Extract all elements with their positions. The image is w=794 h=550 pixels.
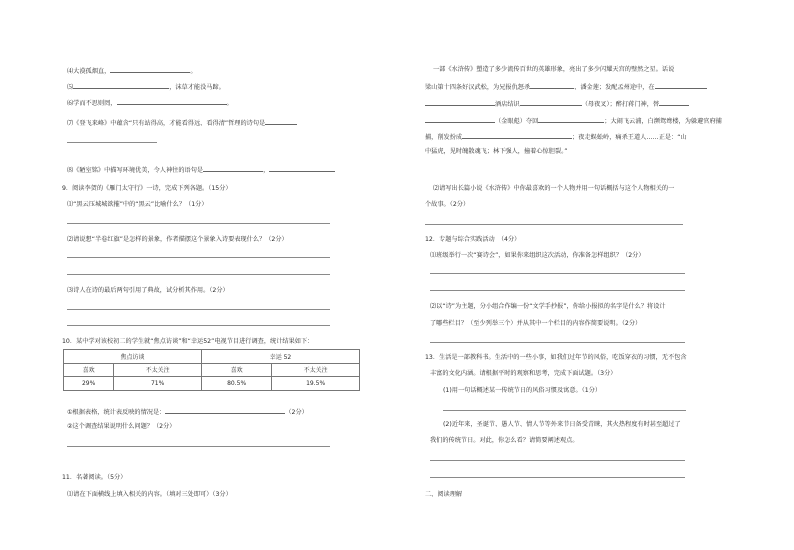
answer-blank[interactable] (110, 66, 190, 73)
answer-blank[interactable] (117, 98, 227, 105)
answer-line[interactable] (67, 325, 330, 326)
answer-blank[interactable] (265, 118, 297, 125)
answer-line[interactable] (430, 477, 685, 478)
question-9-3: ⑶诗人在诗的最后两句引用了典故，试分析其作用。（2分） (67, 287, 229, 294)
question-5: ⑸ ，沫草才能没马蹄。 (67, 84, 225, 91)
question-12-title: 12．专题与综合实践活动 （4分） (425, 236, 521, 243)
passage-line-1: 一部《水浒传》塑造了多少流传百世的英雄形象，亮出了多少闪耀天宫的璧然之星。话说 (433, 66, 675, 73)
answer-line[interactable] (67, 142, 157, 143)
survey-table (63, 349, 360, 391)
answer-blank[interactable] (530, 82, 574, 89)
table-group-header: 焦点访谈 (64, 350, 202, 364)
answer-blank[interactable] (165, 407, 285, 414)
question-13-b: 丰富的文化内涵。请根据平时的观察和思考，完成下面试题。（3分） (430, 370, 617, 377)
question-13-2-b: 我们的传统节日。对此，你怎么看？请简要阐述观点。 (430, 437, 579, 444)
table-cell: 71% (114, 377, 202, 391)
passage-line-6: 中猛虎，见时魄散魂飞；林下强人，撞着心惊胆裂。” (425, 148, 568, 155)
question-6: ⑹学而不思则罔， 。 (67, 100, 233, 107)
question-4: ⑷大漠孤烟直， 。 (67, 68, 197, 75)
question-8: ⑻《陋室铭》中描写环境优美，令人神往的语句是 ， (67, 165, 335, 175)
answer-blank[interactable] (203, 165, 263, 172)
answer-line[interactable] (425, 224, 683, 225)
question-9-1: ⑴“黑云压城城欲摧”中的“黑云”比喻什么？（1分） (67, 201, 208, 208)
table-cell: 19.5% (272, 377, 360, 391)
table-cell: 80.5% (201, 377, 271, 391)
answer-line[interactable] (67, 257, 330, 258)
answer-blank[interactable] (655, 82, 707, 89)
question-7: ⑺《登飞来峰》中蕴含“只有站得高，才能看得远、看得清”哲理的诗句是 (67, 118, 297, 128)
question-11-1: ⑴请在下面横线上填入相关的内容。（填对三处即可）（3分） (67, 491, 232, 498)
answer-line[interactable] (430, 342, 685, 343)
question-12-1: ⑴班级举行一次“赛诗会”，如果你来组织这次活动，你准备怎样组织？（2分） (430, 252, 645, 259)
question-11-2-a: ⑵请写出长篇小说《水浒传》中你最喜欢的一个人物并用一句话概括与这个人物相关的一 (433, 185, 675, 192)
passage-line-3: 酒店结识 （母夜叉）；醉打蒋门神，替 (425, 99, 689, 109)
passage-line-4: （金眼彪）夺回 ；大闹飞云浦，白濒鸳鸯楼，为躲避官府捕 (425, 116, 722, 126)
table-header: 喜欢 (64, 363, 114, 377)
section-heading: 二、阅读理解 (425, 491, 463, 498)
table-group-header: 幸运 52 (201, 350, 359, 364)
question-9-2: ⑵请说想“半卷红旗”是怎样的景象，作者描摆这个景象入诗要表现什么？（2分） (67, 236, 288, 243)
answer-line[interactable] (67, 309, 330, 310)
question-11-title: 11．名著阅读。（5分） (62, 474, 127, 481)
answer-blank[interactable] (269, 165, 335, 172)
table-header: 不太关注 (272, 363, 360, 377)
answer-line[interactable] (67, 223, 330, 224)
answer-line[interactable] (430, 290, 685, 291)
table-header: 喜欢 (201, 363, 271, 377)
answer-line[interactable] (443, 410, 686, 411)
question-10-title: 10．某中学对该校初二的学生就“焦点访谈”和“幸运52”电视节目进行调查，统计结果如下： (62, 338, 314, 345)
question-12-2-a: ⑵以“诗”为主题，分小组合作编一份“文学手抄报”，你给小报拟的名字是什么？将设计 (430, 303, 666, 310)
answer-line[interactable] (430, 273, 685, 274)
answer-blank[interactable] (520, 99, 582, 106)
answer-blank[interactable] (538, 116, 604, 123)
answer-line[interactable] (67, 274, 330, 275)
passage-line-5: 捕，削发扮成 ；夜走蜈蚣岭，痛杀王道人……正是：“山 (425, 134, 687, 141)
answer-line[interactable] (430, 460, 685, 461)
table-cell: 29% (64, 377, 114, 391)
answer-blank[interactable] (425, 116, 495, 123)
table-header: 不太关注 (114, 363, 202, 377)
question-9-title: 9．阅读李贺的《雁门太守行》一诗，完成下列各题。（15分） (62, 185, 232, 192)
question-12-2-b: 了哪些栏目？（至少列举三个）并从其中一个栏目的内容作简要说明。（2分） (430, 320, 642, 327)
answer-blank[interactable] (425, 99, 495, 106)
question-11-2-b: 个故事。（2分） (425, 201, 470, 208)
question-13-1: (1)用一句话概述某一传统节日的风俗习惯及寓意。（1分） (443, 387, 602, 394)
passage-line-2: 梁山第十四条好汉武松，为兄报仇怒杀 、潘金莲；发配孟州途中，在 (425, 82, 707, 92)
question-13-a: 13．生活是一部教科书。生活中的一些小事，如我们过年节的风俗，吃饭穿衣的习惯，无不包含 (425, 354, 687, 361)
answer-blank[interactable] (659, 99, 689, 106)
question-10-1: ①根据表格，统计表反映的情况是： （2分） (67, 409, 308, 416)
question-13-2-a: (2)近年来，圣诞节、愚人节、情人节等外来节日备受青睐，其火热程度有时甚至超过了 (443, 421, 681, 428)
answer-blank[interactable] (73, 82, 169, 89)
answer-line[interactable] (67, 446, 330, 447)
answer-blank[interactable] (462, 132, 572, 139)
question-10-2: ②这个调查结果说明什么问题？（2分） (67, 423, 176, 430)
